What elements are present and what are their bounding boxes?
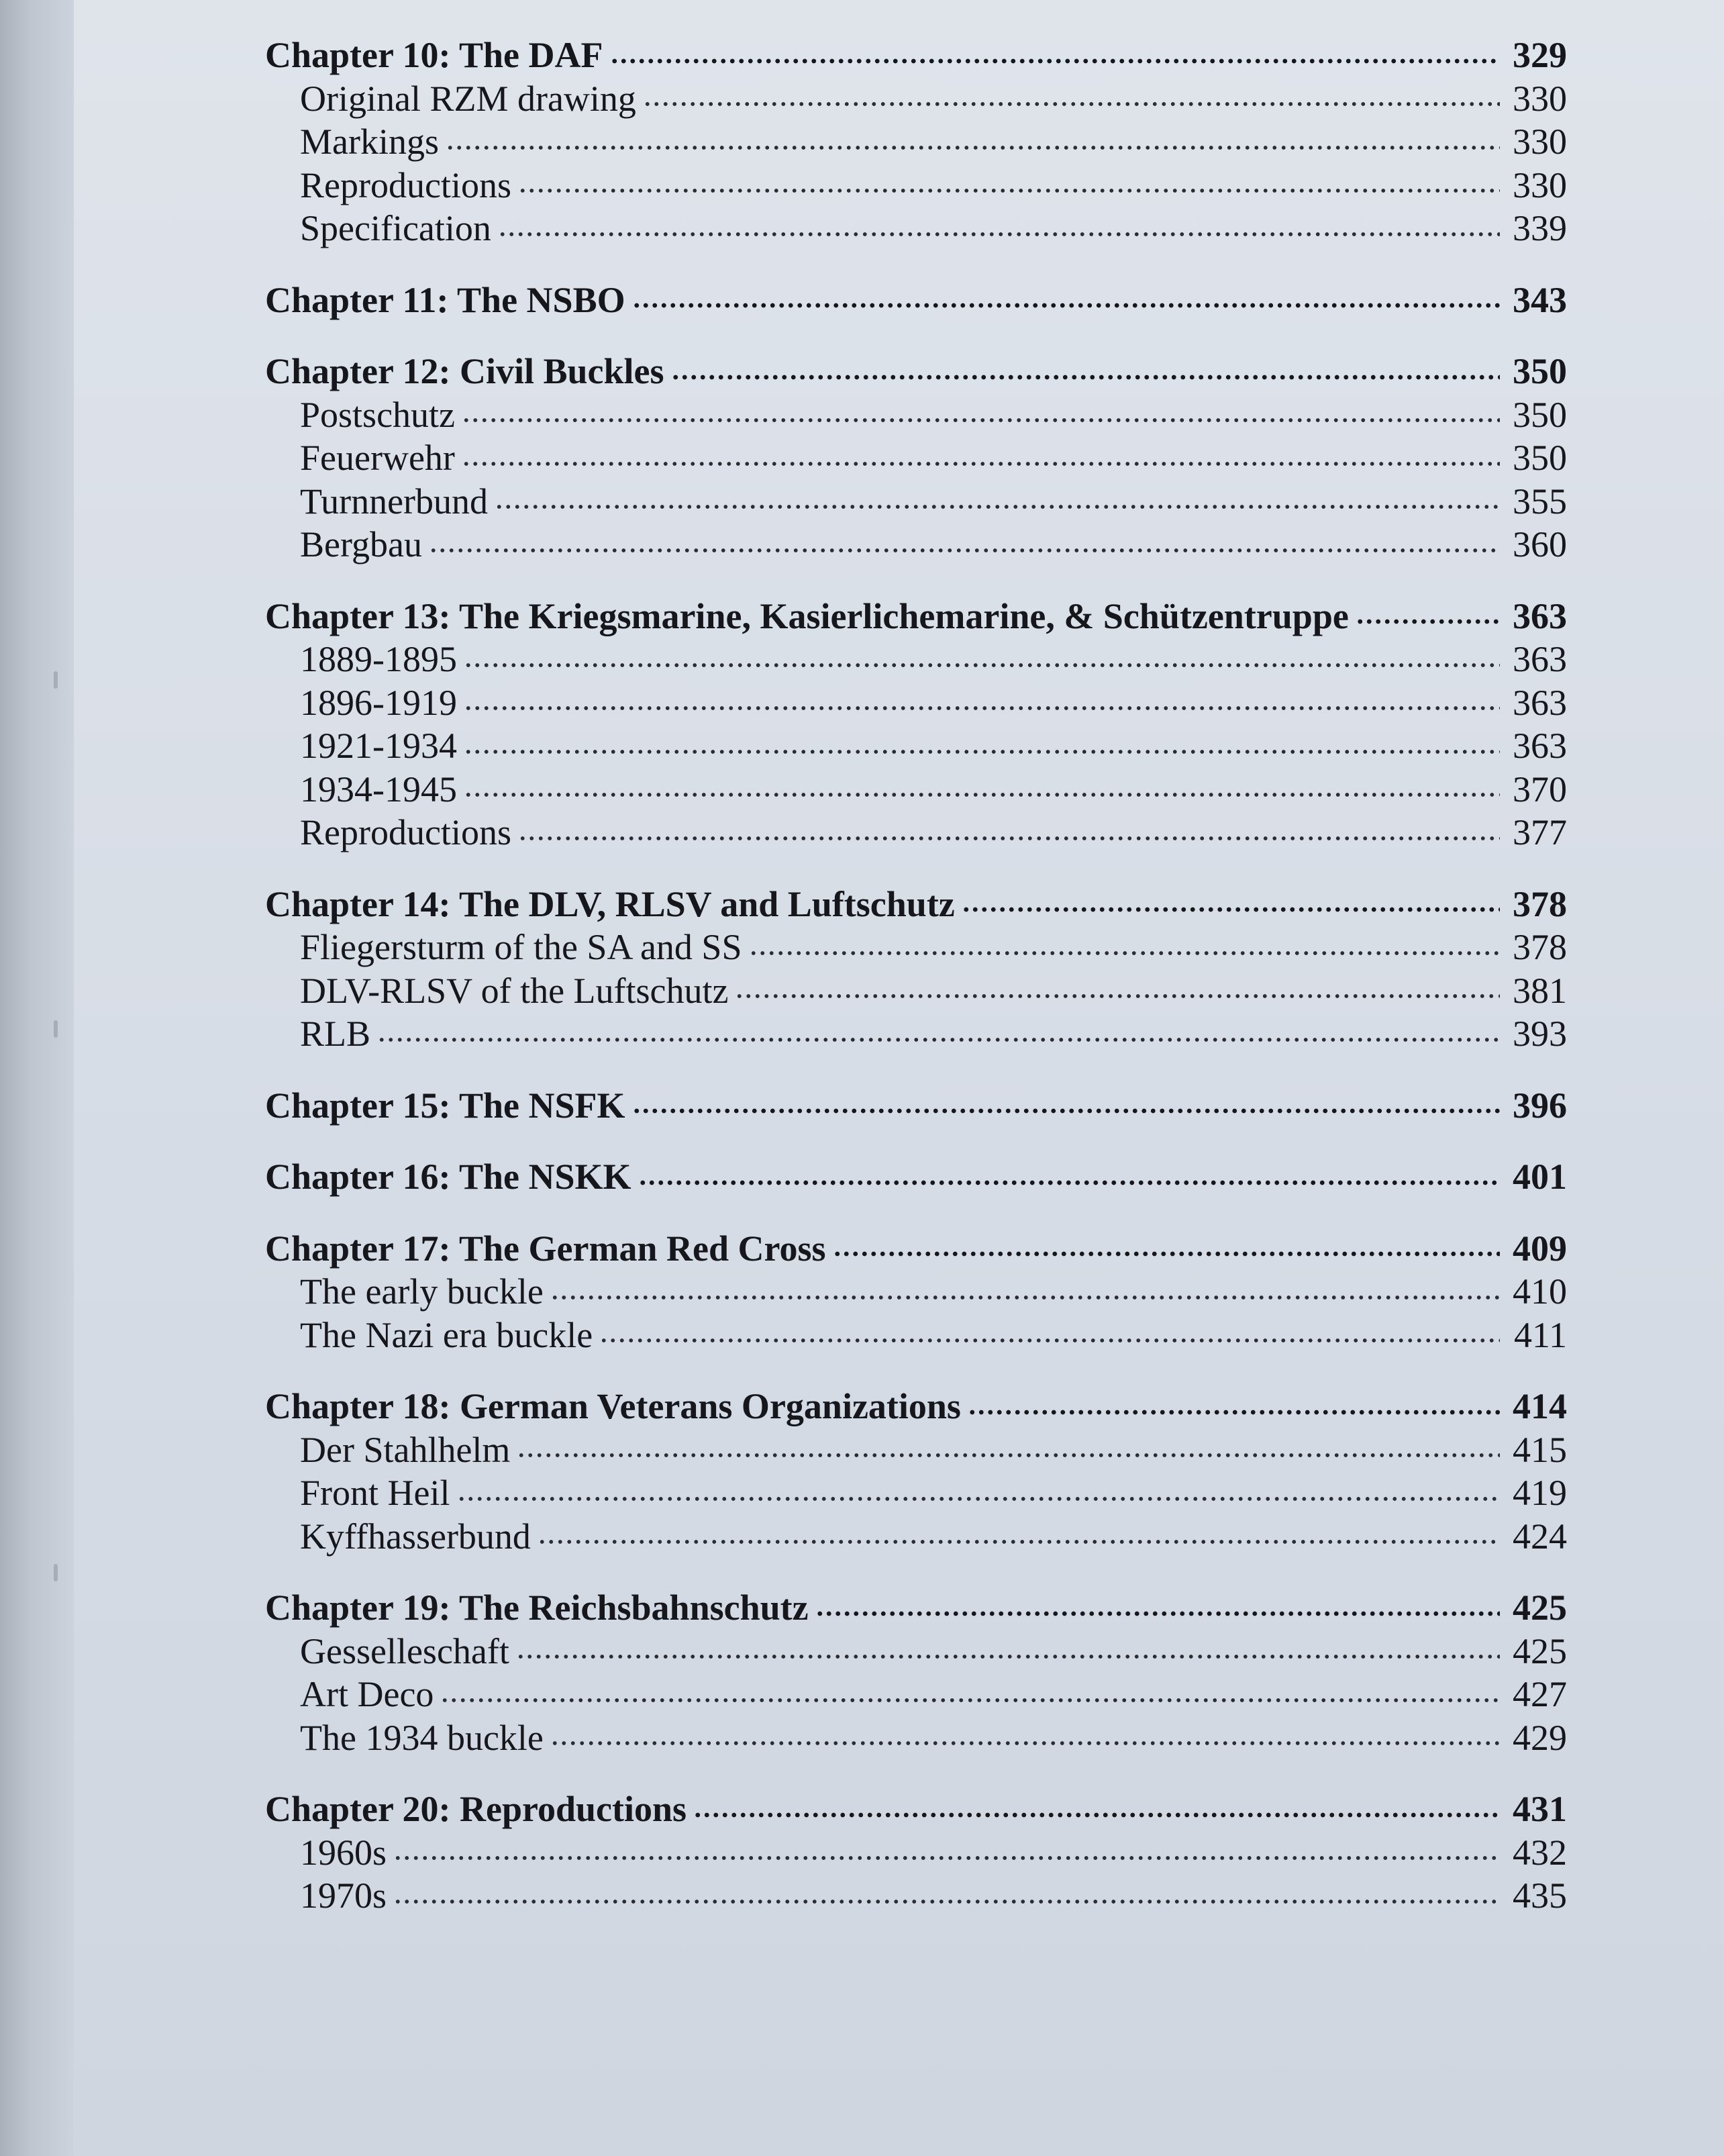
chapter-page-number: 363: [1513, 595, 1567, 636]
dot-leader: [538, 1535, 1500, 1549]
chapter-page-number: 378: [1513, 883, 1567, 924]
chapter-title: Chapter 12: Civil Buckles: [265, 351, 664, 391]
toc-entry-row[interactable]: [265, 768, 1567, 812]
dot-leader: [498, 228, 1500, 241]
dot-leader: [446, 141, 1500, 154]
dot-leader: [962, 903, 1500, 916]
toc-entry-row[interactable]: [265, 120, 1567, 164]
dot-leader: [610, 54, 1500, 68]
toc-entry-label: Front Heil: [300, 1473, 450, 1513]
toc-entry-row[interactable]: [265, 724, 1567, 768]
toc-entry-page-number: 427: [1513, 1674, 1567, 1714]
dot-leader: [693, 1808, 1500, 1822]
toc-entry-row[interactable]: [265, 1515, 1567, 1559]
toc-entry-label: Feuerwehr: [300, 438, 455, 478]
chapter-heading-row[interactable]: [265, 1787, 1567, 1831]
chapter-heading-row[interactable]: [265, 1084, 1567, 1128]
toc-entry-row[interactable]: [265, 638, 1567, 681]
chapter-title: Chapter 14: The DLV, RLSV and Luftschutz: [265, 883, 955, 924]
toc-entry-label: Specification: [300, 208, 491, 248]
dot-leader: [518, 184, 1500, 197]
chapter-heading-row[interactable]: [265, 883, 1567, 926]
chapter-page-number: 425: [1513, 1587, 1567, 1628]
toc-entry-row[interactable]: [265, 207, 1567, 250]
chapter-page-number: 431: [1513, 1789, 1567, 1829]
toc-entry-page-number: 419: [1513, 1473, 1567, 1513]
chapter-title: Chapter 10: The DAF: [265, 35, 603, 75]
toc-entry-row[interactable]: [265, 1673, 1567, 1716]
dot-leader: [464, 701, 1500, 715]
toc-entry-label: Postschutz: [300, 394, 456, 435]
chapter-title: Chapter 17: The German Red Cross: [265, 1228, 826, 1269]
chapter-block: [265, 350, 1567, 567]
chapter-heading-row[interactable]: [265, 350, 1567, 393]
toc-entry-page-number: 415: [1513, 1429, 1567, 1470]
dot-leader: [393, 1895, 1500, 1908]
dot-leader: [833, 1247, 1501, 1261]
toc-entry-row[interactable]: [265, 1874, 1567, 1918]
toc-entry-label: The 1934 buckle: [300, 1717, 544, 1758]
chapter-block: [265, 883, 1567, 1056]
toc-entry-label: 1970s: [300, 1875, 387, 1916]
toc-entry-page-number: 363: [1513, 726, 1567, 766]
dot-leader: [1356, 615, 1500, 628]
dot-leader: [735, 989, 1500, 1003]
dot-leader: [495, 500, 1500, 513]
toc-entry-row[interactable]: [265, 523, 1567, 567]
toc-entry-page-number: 381: [1513, 970, 1567, 1011]
chapter-page-number: 329: [1513, 35, 1567, 75]
toc-entry-row[interactable]: [265, 1831, 1567, 1875]
chapter-title: Chapter 15: The NSFK: [265, 1085, 625, 1126]
chapter-block: [265, 595, 1567, 854]
toc-entry-row[interactable]: [265, 1314, 1567, 1357]
toc-entry-label: Der Stahlhelm: [300, 1429, 511, 1470]
toc-entry-label: Reproductions: [300, 812, 511, 852]
toc-entry-row[interactable]: [265, 1270, 1567, 1314]
dot-leader: [632, 1104, 1500, 1118]
gutter-mark: [54, 1564, 58, 1581]
chapter-block: [265, 1155, 1567, 1199]
toc-entry-page-number: 330: [1513, 78, 1567, 119]
toc-entry-page-number: 435: [1513, 1875, 1567, 1916]
chapter-title: Chapter 19: The Reichsbahnschutz: [265, 1587, 809, 1628]
gutter-mark: [54, 1020, 58, 1038]
toc-entry-page-number: 355: [1513, 481, 1567, 522]
chapter-heading-row[interactable]: [265, 34, 1567, 77]
toc-entry-page-number: 330: [1513, 164, 1567, 205]
chapter-title: Chapter 11: The NSBO: [265, 279, 625, 320]
toc-entry-row[interactable]: [265, 164, 1567, 207]
dot-leader: [393, 1851, 1500, 1865]
toc-entry-label: Turnnerbund: [300, 481, 489, 522]
chapter-heading-row[interactable]: [265, 1586, 1567, 1630]
dot-leader: [464, 658, 1500, 672]
toc-entry-label: DLV-RLSV of the Luftschutz: [300, 970, 729, 1011]
chapter-block: [265, 1227, 1567, 1357]
chapter-block: [265, 34, 1567, 250]
toc-entry-label: 1921-1934: [300, 726, 457, 766]
dot-leader: [599, 1334, 1500, 1347]
dot-leader: [464, 788, 1500, 801]
toc-entry-row[interactable]: [265, 1471, 1567, 1515]
dot-leader: [377, 1033, 1500, 1046]
toc-entry-page-number: 410: [1513, 1271, 1567, 1312]
dot-leader: [464, 745, 1500, 758]
toc-entry-row[interactable]: [265, 811, 1567, 854]
dot-leader: [671, 371, 1500, 384]
dot-leader: [968, 1406, 1500, 1419]
dot-leader: [638, 1176, 1500, 1189]
chapter-block: [265, 1385, 1567, 1558]
toc-entry-row[interactable]: [265, 1428, 1567, 1472]
toc-entry-row[interactable]: [265, 681, 1567, 725]
dot-leader: [517, 1449, 1500, 1462]
toc-entry-row[interactable]: [265, 480, 1567, 524]
toc-entry-label: Gesselleschaft: [300, 1630, 509, 1671]
toc-entry-page-number: 350: [1513, 438, 1567, 478]
chapter-heading-row[interactable]: [265, 279, 1567, 322]
toc-entry-label: The Nazi era buckle: [300, 1314, 593, 1355]
toc-entry-row[interactable]: [265, 77, 1567, 121]
toc-entry-row[interactable]: [265, 1716, 1567, 1760]
dot-leader: [429, 544, 1500, 557]
toc-entry-page-number: 377: [1513, 812, 1567, 852]
gutter-mark: [54, 671, 58, 689]
toc-entry-page-number: 363: [1513, 639, 1567, 679]
chapter-page-number: 343: [1513, 279, 1567, 320]
toc-entry-row[interactable]: [265, 969, 1567, 1013]
toc-entry-label: The early buckle: [300, 1271, 544, 1312]
chapter-block: [265, 1586, 1567, 1759]
dot-leader: [462, 413, 1500, 427]
book-page: [74, 0, 1724, 2156]
toc-entry-row[interactable]: [265, 1012, 1567, 1056]
toc-entry-label: Kyffhasserbund: [300, 1516, 531, 1557]
chapter-heading-row[interactable]: [265, 1385, 1567, 1428]
toc-entry-label: 1960s: [300, 1832, 387, 1873]
toc-entry-page-number: 370: [1513, 769, 1567, 810]
book-gutter: [0, 0, 74, 2156]
chapter-page-number: 396: [1513, 1085, 1567, 1126]
toc-entry-label: 1896-1919: [300, 682, 457, 723]
toc-entry-label: Original RZM drawing: [300, 78, 636, 119]
dot-leader: [632, 299, 1500, 312]
chapter-page-number: 409: [1513, 1228, 1567, 1269]
chapter-heading-row[interactable]: [265, 595, 1567, 638]
toc-entry-label: Markings: [300, 121, 439, 162]
chapter-title: Chapter 20: Reproductions: [265, 1789, 687, 1829]
dot-leader: [749, 946, 1501, 960]
chapter-block: [265, 1787, 1567, 1918]
chapter-page-number: 414: [1513, 1386, 1567, 1426]
chapter-title: Chapter 18: German Veterans Organizations: [265, 1386, 961, 1426]
dot-leader: [457, 1492, 1501, 1506]
toc-entry-row[interactable]: [265, 926, 1567, 969]
toc-entry-row[interactable]: [265, 393, 1567, 437]
toc-entry-label: 1934-1945: [300, 769, 457, 810]
dot-leader: [518, 832, 1500, 845]
toc-entry-page-number: 330: [1513, 121, 1567, 162]
toc-entry-page-number: 363: [1513, 682, 1567, 723]
toc-entry-page-number: 425: [1513, 1630, 1567, 1671]
toc-entry-page-number: 432: [1513, 1832, 1567, 1873]
toc-entry-page-number: 393: [1513, 1014, 1567, 1054]
toc-entry-row[interactable]: [265, 1630, 1567, 1673]
toc-entry-page-number: 429: [1513, 1717, 1567, 1758]
dot-leader: [516, 1650, 1500, 1663]
toc-entry-page-number: 350: [1513, 394, 1567, 435]
chapter-block: [265, 1084, 1567, 1128]
dot-leader: [462, 457, 1500, 471]
chapter-page-number: 401: [1513, 1157, 1567, 1197]
dot-leader: [815, 1607, 1500, 1620]
chapter-title: Chapter 13: The Kriegsmarine, Kasierlichemarine, & Schützentruppe: [265, 595, 1349, 636]
dot-leader: [550, 1291, 1500, 1304]
chapter-heading-row[interactable]: [265, 1155, 1567, 1199]
chapter-page-number: 350: [1513, 351, 1567, 391]
toc-entry-label: Bergbau: [300, 524, 422, 565]
table-of-contents: [265, 34, 1567, 1946]
toc-entry-label: Reproductions: [300, 164, 511, 205]
dot-leader: [550, 1736, 1500, 1750]
toc-entry-label: Fliegersturm of the SA and SS: [300, 927, 742, 967]
toc-entry-label: 1889-1895: [300, 639, 457, 679]
toc-entry-page-number: 424: [1513, 1516, 1567, 1557]
toc-entry-page-number: 378: [1513, 927, 1567, 967]
toc-entry-page-number: 339: [1513, 208, 1567, 248]
toc-entry-label: RLB: [300, 1014, 371, 1054]
chapter-heading-row[interactable]: [265, 1227, 1567, 1271]
toc-entry-page-number: 411: [1514, 1314, 1567, 1355]
dot-leader: [440, 1694, 1500, 1707]
chapter-title: Chapter 16: The NSKK: [265, 1157, 631, 1197]
toc-entry-row[interactable]: [265, 436, 1567, 480]
toc-entry-label: Art Deco: [300, 1674, 434, 1714]
dot-leader: [643, 97, 1500, 111]
chapter-block: [265, 279, 1567, 322]
toc-entry-page-number: 360: [1513, 524, 1567, 565]
